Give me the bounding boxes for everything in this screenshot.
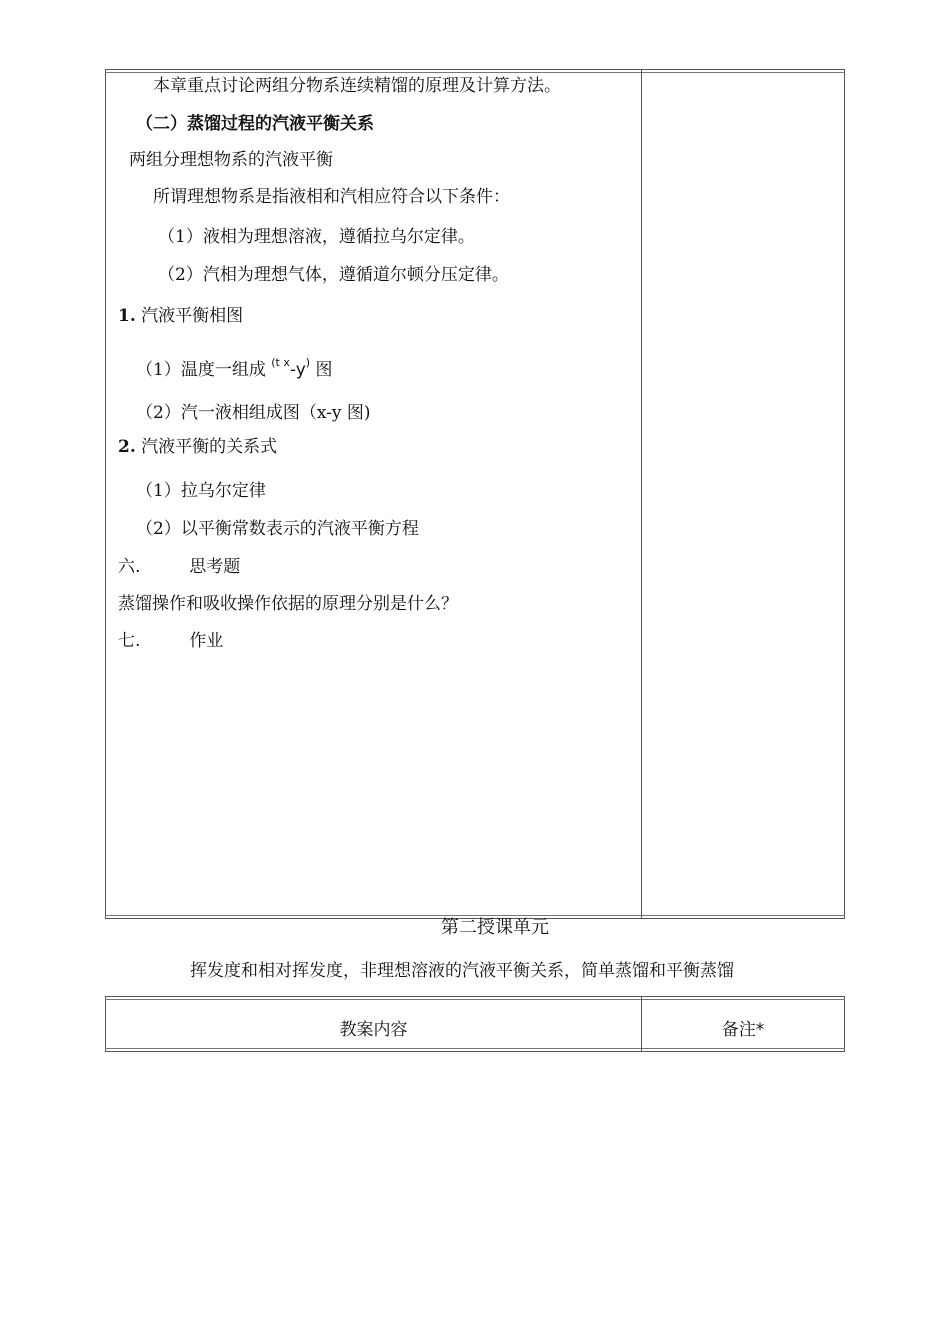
item-2 bbox=[118, 437, 277, 457]
item-1-sub-1 bbox=[136, 356, 333, 382]
item-1-sub-2: （2）汽一液相组成图（x-y 图) bbox=[136, 403, 371, 423]
item-2-sub-1: （1）拉乌尔定律 bbox=[136, 481, 266, 501]
ideal-system-condition: 所谓理想物系是指液相和汽相应符合以下条件： bbox=[153, 187, 510, 207]
intro-text: 本章重点讨论两组分物系连续精馏的原理及计算方法。 bbox=[153, 76, 561, 96]
header-table-top-border bbox=[105, 999, 845, 1000]
item-1-sub-1-sup: (t x bbox=[271, 356, 290, 369]
column-divider bbox=[641, 70, 642, 918]
lesson-header-table bbox=[105, 996, 845, 1052]
item-1-text: 汽液平衡相图 bbox=[141, 306, 244, 326]
item-2-sub-2: （2）以平衡常数表示的汽液平衡方程 bbox=[136, 519, 419, 539]
section-seven-number: 七. bbox=[118, 631, 141, 651]
item-1-sub-1-tail: 图 bbox=[315, 360, 333, 380]
condition-2: （2）汽相为理想气体，遵循道尔顿分压定律。 bbox=[158, 265, 509, 285]
header-remarks: 备注* bbox=[721, 1020, 765, 1040]
unit-2-subtitle: 挥发度和相对挥发度，非理想溶液的汽液平衡关系，简单蒸馏和平衡蒸馏 bbox=[190, 961, 734, 981]
table-top-border bbox=[105, 72, 845, 73]
section-seven-title: 作业 bbox=[189, 631, 224, 651]
header-table-bottom-border bbox=[105, 1048, 845, 1049]
section-seven bbox=[118, 631, 223, 651]
section-six-title: 思考题 bbox=[189, 557, 241, 577]
item-1-sub-1-y: -y bbox=[289, 360, 306, 380]
thinking-question: 蒸馏操作和吸收操作依据的原理分别是什么？ bbox=[118, 594, 458, 614]
ideal-system-title: 两组分理想物系的汽液平衡 bbox=[129, 150, 333, 170]
section-six bbox=[118, 557, 240, 577]
item-2-number: 2. bbox=[118, 437, 136, 457]
section-six-number: 六. bbox=[118, 557, 141, 577]
lesson-content-table bbox=[105, 69, 845, 919]
item-1 bbox=[118, 306, 243, 326]
item-1-number: 1. bbox=[118, 306, 136, 326]
item-2-text: 汽液平衡的关系式 bbox=[141, 437, 278, 457]
header-lesson-content: 教案内容 bbox=[339, 1020, 408, 1040]
item-1-sub-1-paren: ) bbox=[305, 356, 311, 369]
item-1-sub-1-label: （1）温度一组成 bbox=[136, 360, 266, 380]
unit-2-title: 第二授课单元 bbox=[441, 917, 549, 938]
section-heading-vle: （二）蒸馏过程的汽液平衡关系 bbox=[136, 114, 374, 134]
condition-1: （1）液相为理想溶液，遵循拉乌尔定律。 bbox=[158, 227, 475, 247]
